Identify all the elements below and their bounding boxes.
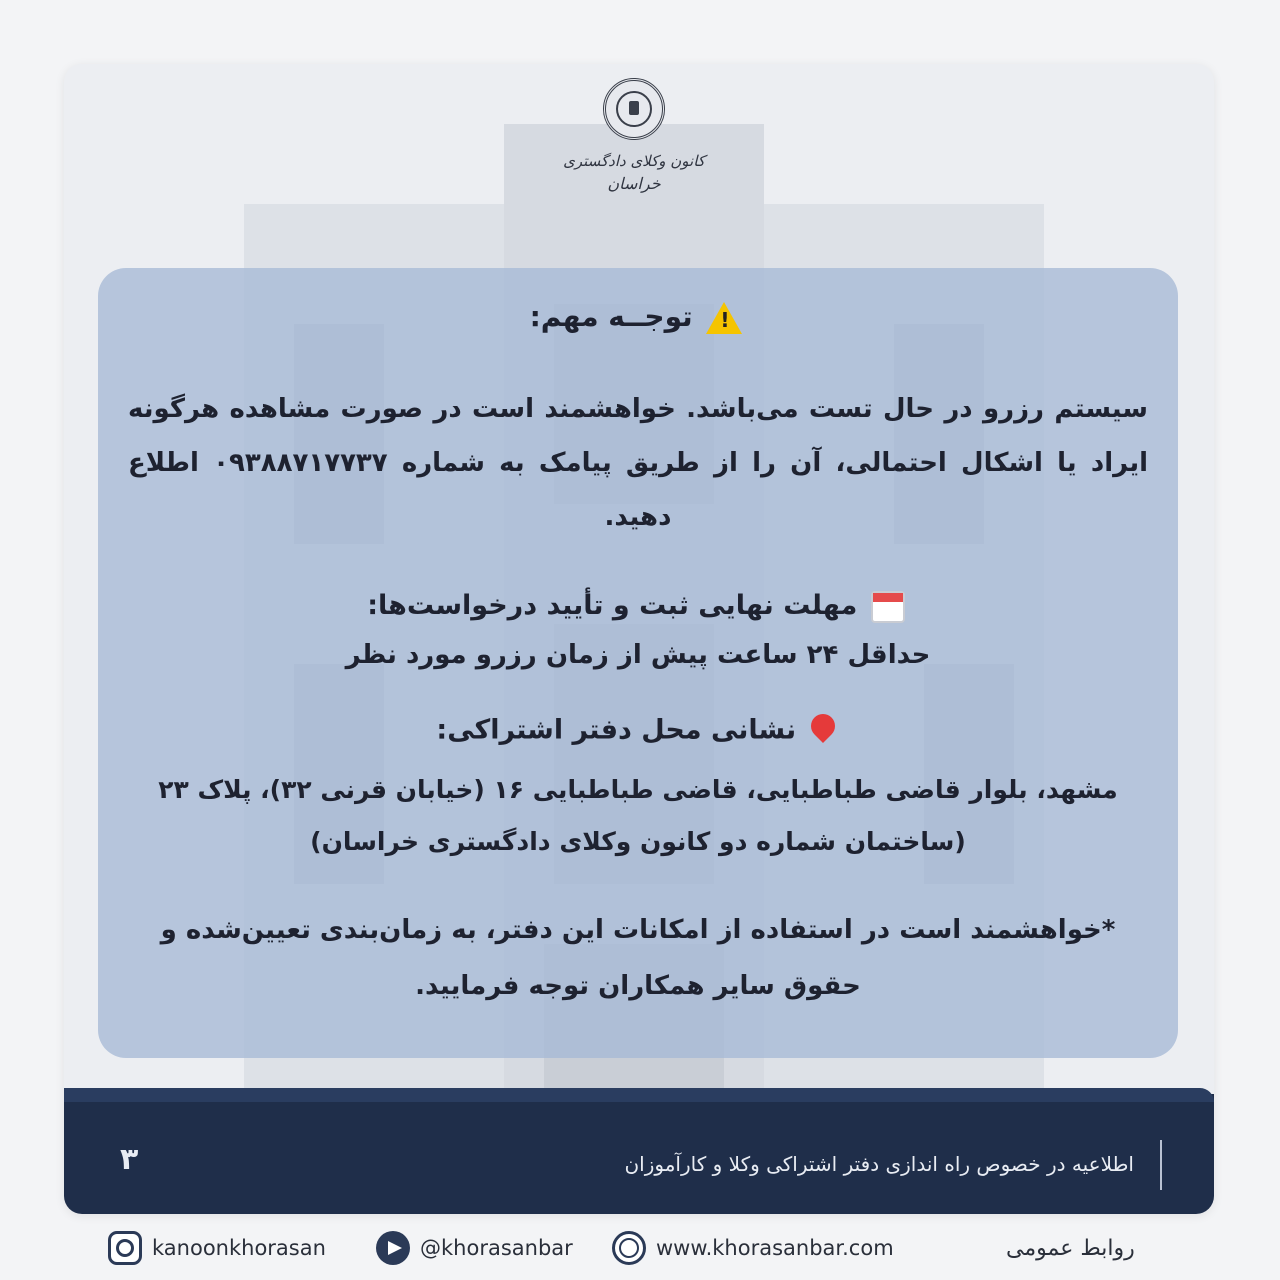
- seal-icon: [603, 78, 665, 140]
- telegram-handle: @khorasanbar: [420, 1236, 573, 1260]
- deadline-title: مهلت نهایی ثبت و تأیید درخواست‌ها:: [367, 590, 858, 621]
- address-heading: [128, 714, 1148, 748]
- telegram-icon: [376, 1231, 410, 1265]
- page-number: ۳: [120, 1142, 139, 1177]
- public-relations-label: روابط عمومی: [1006, 1235, 1135, 1261]
- logo-text-line1: کانون وکلای دادگستری: [563, 152, 705, 170]
- instagram-icon: [108, 1231, 142, 1265]
- instagram-link[interactable]: [108, 1226, 326, 1270]
- address-text: مشهد، بلوار قاضی طباطبایی، قاضی طباطبایی ۱۶ (خیابان قرنی ۳۲)، پلاک ۲۳ (ساختمان شماره دو کانون وکلای دادگستری خراسان): [158, 775, 1118, 856]
- footer-divider: [1160, 1140, 1162, 1190]
- website-url: www.khorasanbar.com: [656, 1236, 894, 1260]
- warning-heading: [128, 300, 1148, 334]
- deadline-text: حداقل ۲۴ ساعت پیش از زمان رزرو مورد نظر: [345, 640, 931, 670]
- announcement-card: [64, 64, 1214, 1214]
- globe-icon: [612, 1231, 646, 1265]
- warning-icon: [706, 302, 742, 334]
- test-system-paragraph: سیستم رزرو در حال تست می‌باشد. خواهشمند است در صورت مشاهده هرگونه ایراد یا اشکال احتمالی، آن را از طریق پیامک به شماره ۰۹۳۸۸۷۱۷۷۳۷ اطلاع دهید.: [128, 394, 1148, 532]
- deadline-heading: [128, 590, 1148, 623]
- website-link[interactable]: [612, 1226, 894, 1270]
- footer-title: اطلاعیه در خصوص راه اندازی دفتر اشتراکی وکلا و کارآموزان: [624, 1152, 1134, 1176]
- location-pin-icon: [810, 714, 836, 748]
- warning-title: توجــه مهم:: [529, 300, 693, 333]
- bar-association-logo: [563, 78, 705, 228]
- address-title: نشانی محل دفتر اشتراکی:: [436, 714, 797, 746]
- footer-bar: [64, 1094, 1214, 1214]
- instagram-handle: kanoonkhorasan: [152, 1236, 326, 1260]
- social-links: [0, 1226, 1280, 1270]
- telegram-link[interactable]: [376, 1226, 573, 1270]
- notice-panel: [98, 268, 1178, 1058]
- calendar-icon: [871, 591, 905, 623]
- logo-text-line2: خراسان: [607, 174, 661, 193]
- courtesy-note: *خواهشمند است در استفاده از امکانات این دفتر، به زمان‌بندی تعیین‌شده و حقوق سایر همکاران توجه فرمایید.: [160, 915, 1116, 1001]
